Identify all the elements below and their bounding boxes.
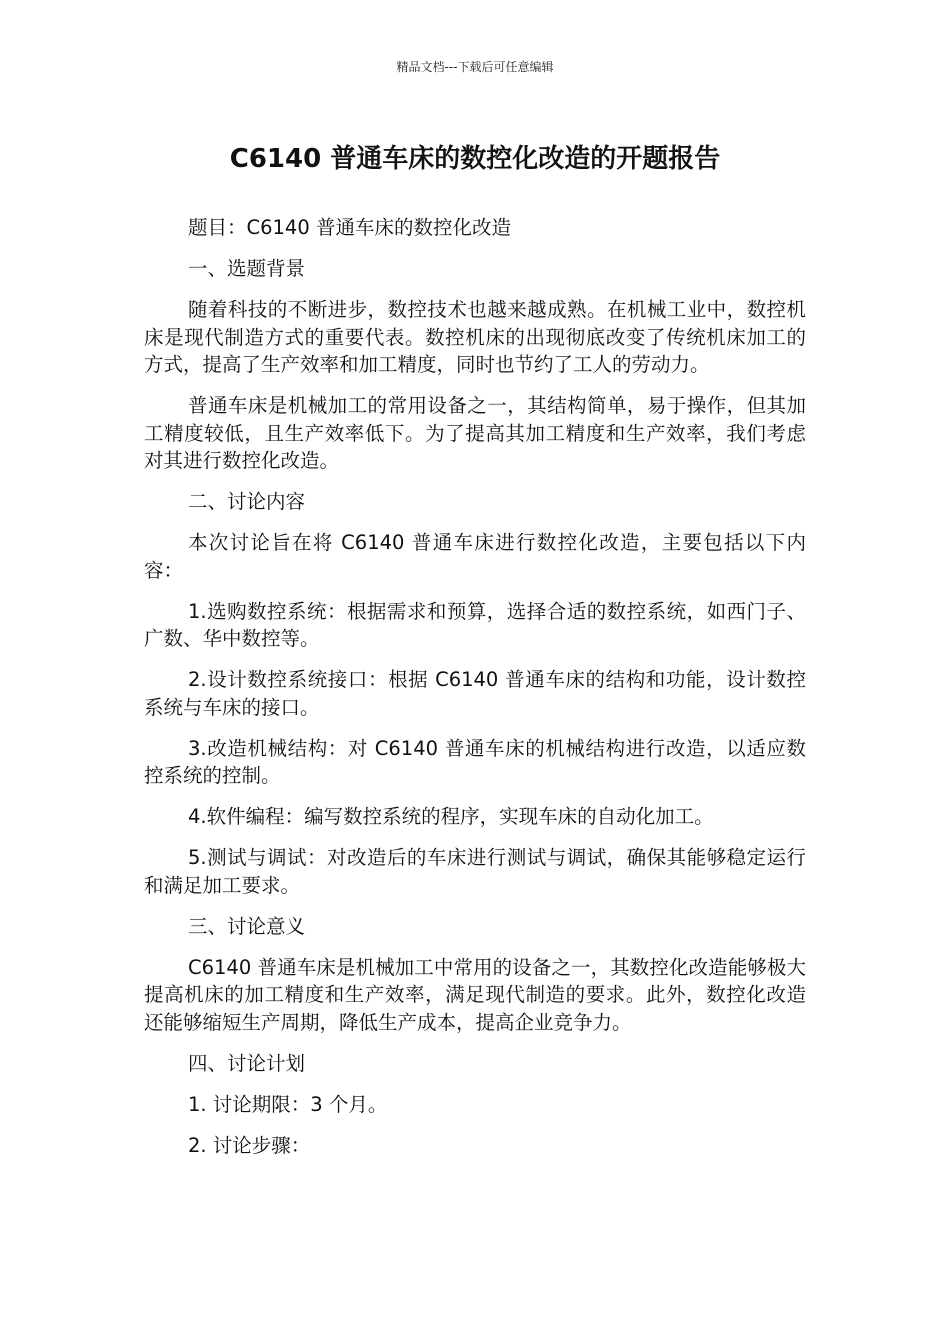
significance-paragraph: C6140 普通车床是机械加工中常用的设备之一，其数控化改造能够极大提高机床的加工精度和生产效率，满足现代制造的要求。此外，数控化改造还能够缩短生产周期，降低生产成本，提高企业竞争力。	[144, 955, 806, 1034]
background-paragraph-2: 普通车床是机械加工的常用设备之一，其结构简单，易于操作，但其加工精度较低，且生产效率低下。为了提高其加工精度和生产效率，我们考虑对其进行数控化改造。	[144, 394, 806, 472]
content-intro-paragraph: 本次讨论旨在将 C6140 普通车床进行数控化改造，主要包括以下内容：	[144, 531, 806, 582]
section-heading-significance: 三、讨论意义	[188, 914, 306, 938]
topic-line: 题目：C6140 普通车床的数控化改造	[188, 216, 511, 239]
background-paragraph-1: 随着科技的不断进步，数控技术也越来越成熟。在机械工业中，数控机床是现代制造方式的重要代表。数控机床的出现彻底改变了传统机床加工的方式，提高了生产效率和加工精度，同时也节约了工人的劳动力。	[144, 298, 806, 376]
content-item-5: 5.测试与调试：对改造后的车床进行测试与调试，确保其能够稳定运行和满足加工要求。	[144, 846, 806, 897]
section-heading-content: 二、讨论内容	[188, 490, 306, 513]
section-heading-background: 一、选题背景	[188, 257, 306, 280]
plan-item-2: 2. 讨论步骤：	[188, 1133, 311, 1157]
content-item-3: 3.改造机械结构：对 C6140 普通车床的机械结构进行改造，以适应数控系统的控制。	[144, 736, 806, 787]
content-item-4: 4.软件编程：编写数控系统的程序，实现车床的自动化加工。	[188, 805, 714, 828]
header-note: 精品文档---下载后可任意编辑	[396, 60, 554, 74]
document-body	[144, 214, 806, 1173]
content-item-2: 2.设计数控系统接口：根据 C6140 普通车床的结构和功能，设计数控系统与车床的接口。	[144, 668, 806, 719]
plan-item-1: 1. 讨论期限：3 个月。	[188, 1092, 388, 1116]
section-heading-plan: 四、讨论计划	[188, 1051, 306, 1075]
document-title: C6140 普通车床的数控化改造的开题报告	[229, 144, 721, 174]
content-item-1: 1.选购数控系统：根据需求和预算，选择合适的数控系统，如西门子、广数、华中数控等。	[144, 599, 806, 650]
